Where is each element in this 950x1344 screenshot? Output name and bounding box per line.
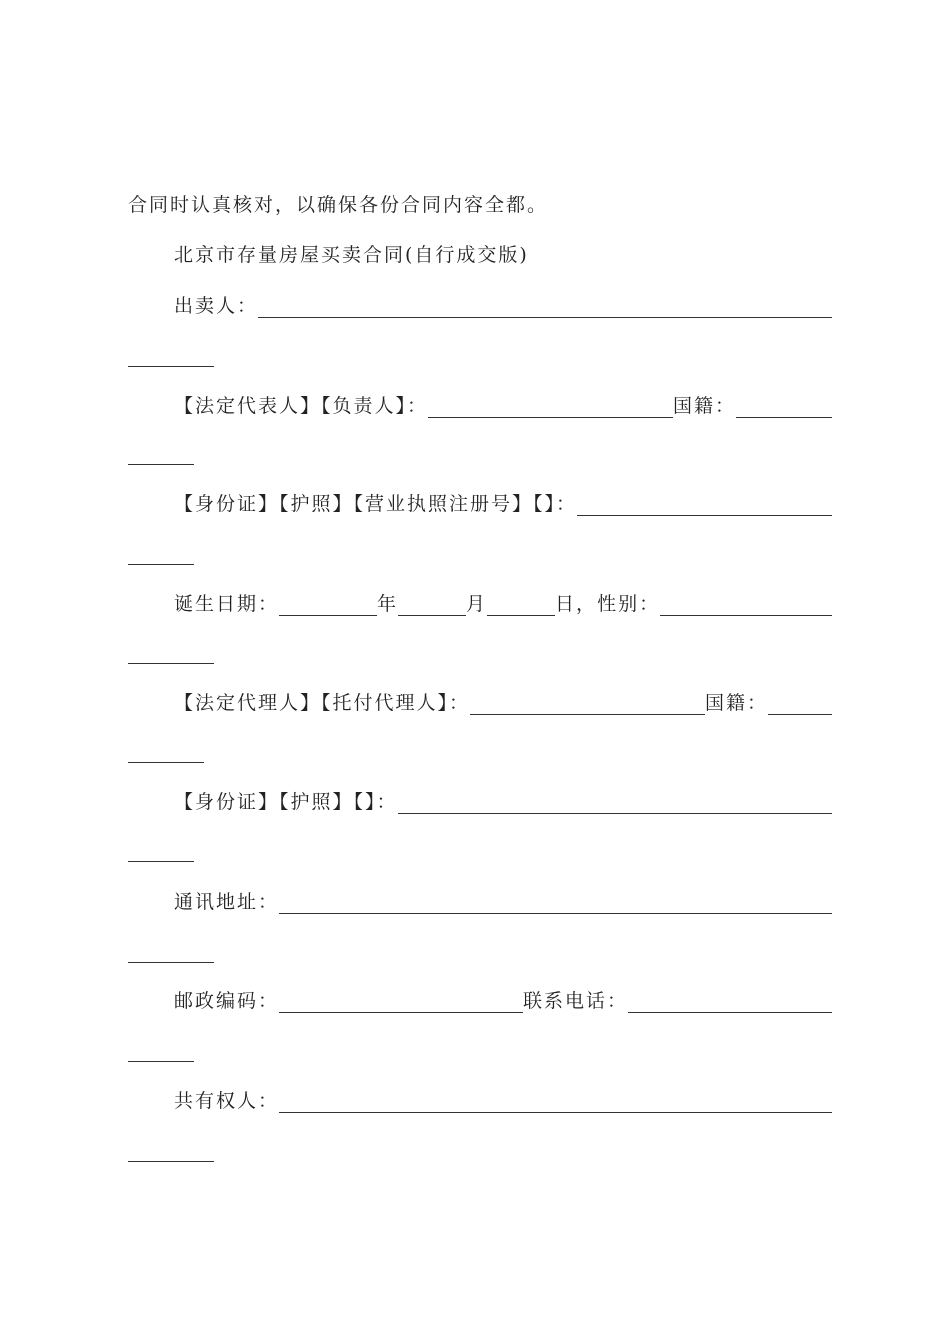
seller-label: 出卖人： xyxy=(174,295,259,317)
year-label: 年 xyxy=(377,593,399,615)
birth-label: 诞生日期： xyxy=(174,593,280,615)
year-blank[interactable] xyxy=(279,597,377,616)
agent-row xyxy=(174,691,832,715)
phone-label: 联系电话： xyxy=(523,990,629,1012)
phone-blank-cont[interactable] xyxy=(128,1060,194,1062)
legal-rep-label: 【法定代表人】【负责人】： xyxy=(174,395,429,417)
id2-blank[interactable] xyxy=(398,795,832,814)
co-owner-row xyxy=(174,1089,832,1113)
nationality2-blank[interactable] xyxy=(768,696,832,715)
id-label: 【身份证】【护照】【营业执照注册号】【】： xyxy=(174,493,578,515)
agent-label: 【法定代理人】【托付代理人】： xyxy=(174,692,471,714)
nationality-label: 国籍： xyxy=(672,395,736,417)
contract-title: 北京市存量房屋买卖合同(自行成交版) xyxy=(174,244,529,266)
nationality2-label: 国籍： xyxy=(704,692,768,714)
nationality-blank-cont[interactable] xyxy=(128,463,194,465)
id-blank[interactable] xyxy=(577,497,832,516)
phone-blank[interactable] xyxy=(628,994,832,1013)
address-blank[interactable] xyxy=(279,895,832,914)
legal-rep-blank[interactable] xyxy=(428,399,673,418)
gender-blank[interactable] xyxy=(660,597,832,616)
nationality2-blank-cont[interactable] xyxy=(128,761,204,763)
agent-blank[interactable] xyxy=(470,696,705,715)
co-owner-blank-cont[interactable] xyxy=(128,1160,214,1162)
birth-row xyxy=(174,592,832,616)
legal-rep-row xyxy=(174,394,832,418)
id-row xyxy=(174,492,832,516)
id2-blank-cont[interactable] xyxy=(128,860,194,862)
address-blank-cont[interactable] xyxy=(128,961,214,963)
postcode-label: 邮政编码： xyxy=(174,990,280,1012)
day-label: 日， xyxy=(555,593,598,615)
address-label: 通讯地址： xyxy=(174,891,280,913)
seller-blank[interactable] xyxy=(258,299,832,318)
co-owner-label: 共有权人： xyxy=(174,1090,280,1112)
nationality-blank[interactable] xyxy=(736,399,832,418)
id2-label: 【身份证】【护照】【】： xyxy=(174,791,398,813)
id2-row xyxy=(174,790,832,814)
intro-text: 合同时认真核对，以确保各份合同内容全都。 xyxy=(128,194,549,216)
month-blank[interactable] xyxy=(398,597,466,616)
postcode-blank[interactable] xyxy=(279,994,523,1013)
co-owner-blank[interactable] xyxy=(279,1094,832,1113)
gender-blank-cont[interactable] xyxy=(128,662,214,664)
seller-row xyxy=(174,294,832,318)
postcode-row xyxy=(174,989,832,1013)
gender-label: 性别： xyxy=(597,593,661,615)
address-row xyxy=(174,890,832,914)
id-blank-cont[interactable] xyxy=(128,563,194,565)
seller-blank-cont[interactable] xyxy=(128,365,214,367)
day-blank[interactable] xyxy=(487,597,555,616)
month-label: 月 xyxy=(466,593,488,615)
